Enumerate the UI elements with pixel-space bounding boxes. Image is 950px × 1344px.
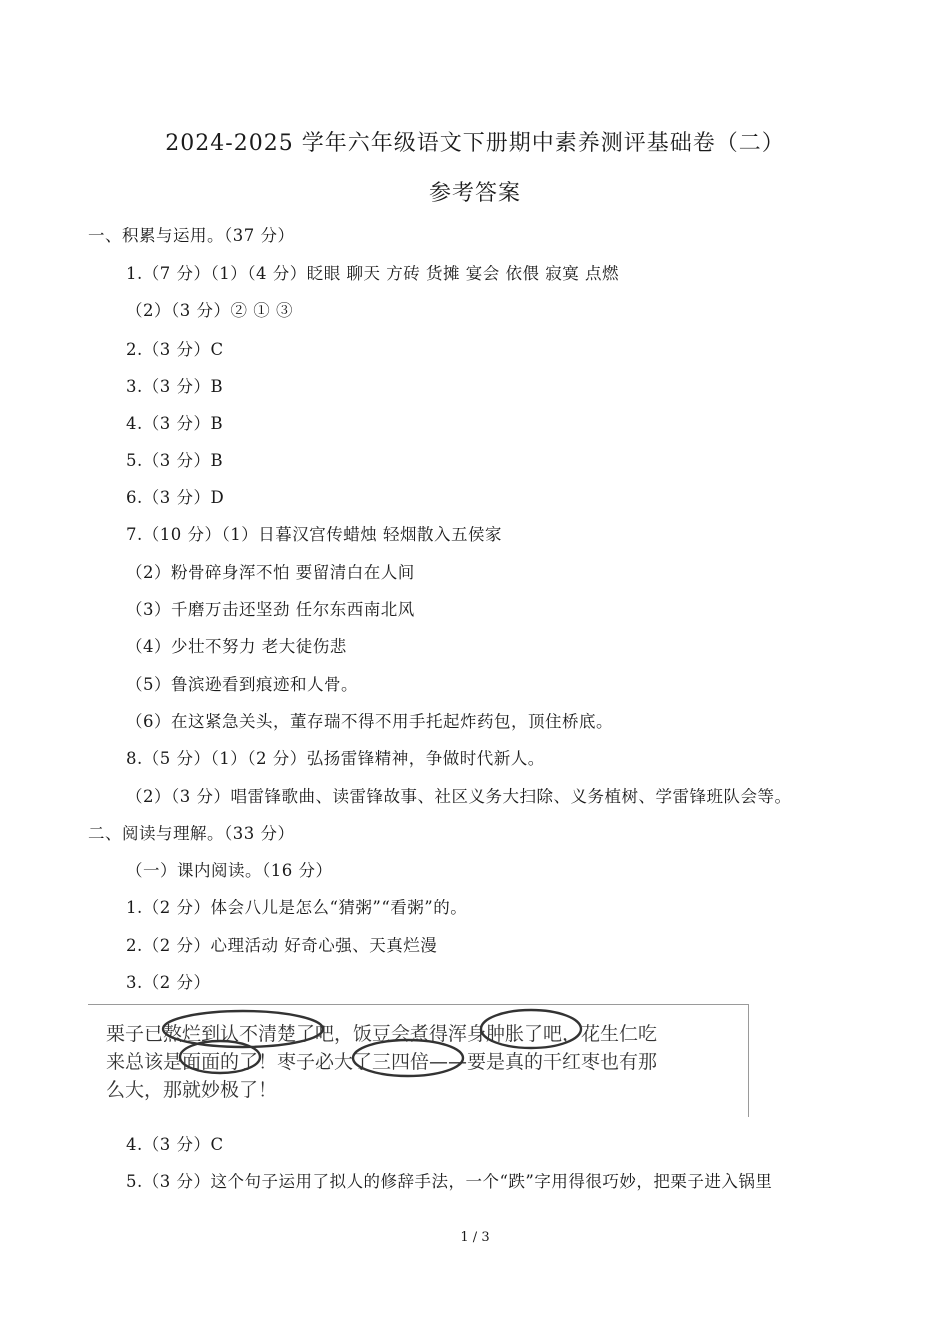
circle-annotations [88,1005,748,1117]
answer-line: 4.（3 分）C [126,1135,224,1154]
answer-line: （2）（3 分）唱雷锋歌曲、读雷锋故事、社区义务大扫除、义务植树、学雷锋班队会等。 [126,787,792,806]
circled-phrase-oval [353,1040,463,1076]
answer-line: （2）粉骨碎身浑不怕 要留清白在人间 [126,563,415,582]
answer-line: 5.（3 分）这个句子运用了拟人的修辞手法，一个“跌”字用得很巧妙，把栗子进入锅里 [126,1172,773,1191]
answer-line: 6.（3 分）D [126,488,225,507]
answer-line: 4.（3 分）B [126,414,224,433]
answer-line: 1.（7 分）（1）（4 分）眨眼 聊天 方砖 货摊 宴会 依偎 寂寞 点燃 [126,264,619,283]
page-number: 1 / 3 [460,1230,490,1245]
answer-line: （5）鲁滨逊看到痕迹和人骨。 [126,675,358,694]
document-subtitle: 参考答案 [428,181,521,206]
answer-line: （6）在这紧急关头，董存瑞不得不用手托起炸药包，顶住桥底。 [126,712,613,731]
answer-line: 5.（3 分）B [126,451,224,470]
circled-phrase-oval [481,1010,581,1048]
answer-line: 3.（3 分）B [126,377,224,396]
document-title: 2024-2025 学年六年级语文下册期中素养测评基础卷（二） [165,131,785,156]
answer-line: 2.（3 分）C [126,340,224,359]
answer-figure [88,1004,749,1117]
figure-line: 来总该是面面的了！枣子必大了三四倍——要是真的干红枣也有那 [106,1051,658,1073]
answer-line: 2.（2 分）心理活动 好奇心强、天真烂漫 [126,936,438,955]
answer-line: （一）课内阅读。（16 分） [126,861,333,880]
answer-line: 7.（10 分）（1）日暮汉宫传蜡烛 轻烟散入五侯家 [126,525,502,544]
figure-line: 栗子已熬烂到认不清楚了吧，饭豆会煮得浑身肿胀了吧，花生仁吃 [106,1023,658,1045]
circled-phrase-oval [163,1011,323,1047]
figure-line: 么大，那就妙极了！ [106,1079,278,1101]
answer-line: 8.（5 分）（1）（2 分）弘扬雷锋精神，争做时代新人。 [126,749,545,768]
answer-line: 一、积累与运用。（37 分） [88,226,295,245]
answer-line: 1.（2 分）体会八儿是怎么“猜粥”“看粥”的。 [126,898,468,917]
answer-line: （2）（3 分）② ① ③ [126,301,293,320]
answer-line: 二、阅读与理解。（33 分） [88,824,295,843]
answer-line: 3.（2 分） [126,973,211,992]
answer-line: （3）千磨万击还坚劲 任尔东西南北风 [126,600,415,619]
answer-line: （4）少壮不努力 老大徒伤悲 [126,637,347,656]
